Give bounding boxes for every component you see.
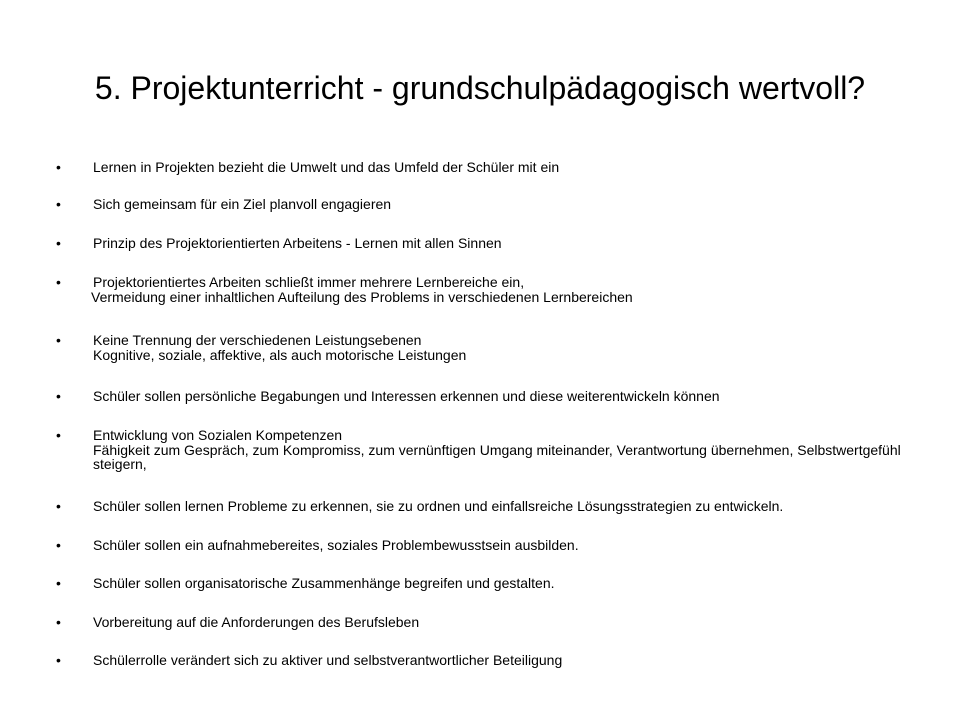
- bullet-item: [56, 197, 916, 212]
- bullet-marker: •: [56, 537, 61, 553]
- bullet-text: Prinzip des Projektorientierten Arbeitens - Lernen mit allen Sinnen: [93, 235, 502, 251]
- bullet-text: Entwicklung von Sozialen Kompetenzen: [93, 427, 343, 443]
- bullet-item: [56, 653, 916, 668]
- bullet-subtext: Fähigkeit zum Gespräch, zum Kompromiss, zum vernünftigen Umgang miteinander, Verantwortung übernehmen, Selbstwertgefühl steigern,: [93, 442, 901, 472]
- bullet-text: Schülerrolle verändert sich zu aktiver und selbstverantwortlicher Beteiligung: [93, 652, 563, 668]
- bullet-text: Lernen in Projekten bezieht die Umwelt und das Umfeld der Schüler mit ein: [93, 159, 560, 175]
- bullet-marker: •: [56, 427, 61, 443]
- bullet-marker: •: [56, 235, 61, 251]
- bullet-item: [56, 275, 916, 305]
- bullet-text: Schüler sollen persönliche Begabungen und Interessen erkennen und diese weiterentwickeln können: [93, 388, 720, 404]
- bullet-marker: •: [56, 196, 61, 212]
- bullet-text: Sich gemeinsam für ein Ziel planvoll engagieren: [93, 196, 392, 212]
- bullet-marker: •: [56, 274, 61, 290]
- bullet-text: Vorbereitung auf die Anforderungen des Berufsleben: [93, 614, 420, 630]
- bullet-text: Keine Trennung der verschiedenen Leistungsebenen: [93, 332, 422, 348]
- bullet-marker: •: [56, 614, 61, 630]
- bullet-text: Schüler sollen ein aufnahmebereites, soziales Problembewusstsein ausbilden.: [93, 537, 579, 553]
- bullet-marker: •: [56, 498, 61, 514]
- bullet-item: [56, 428, 916, 471]
- bullet-item: [56, 615, 916, 630]
- bullet-item: [56, 160, 916, 175]
- bullet-marker: •: [56, 388, 61, 404]
- bullet-item: [56, 333, 916, 363]
- bullet-item: [56, 389, 916, 404]
- bullet-subtext: Vermeidung einer inhaltlichen Aufteilung des Problems in verschiedenen Lernbereichen: [91, 289, 633, 305]
- bullet-text: Schüler sollen lernen Probleme zu erkennen, sie zu ordnen und einfallsreiche Lösungsstrategien zu entwickeln.: [93, 498, 784, 514]
- bullet-marker: •: [56, 652, 61, 668]
- bullet-subtext: Kognitive, soziale, affektive, als auch motorische Leistungen: [93, 347, 467, 363]
- bullet-text: Projektorientiertes Arbeiten schließt immer mehrere Lernbereiche ein,: [93, 274, 525, 290]
- bullet-marker: •: [56, 575, 61, 591]
- bullet-item: [56, 499, 916, 514]
- bullet-text: Schüler sollen organisatorische Zusammenhänge begreifen und gestalten.: [93, 575, 555, 591]
- bullet-item: [56, 236, 916, 251]
- bullet-marker: •: [56, 332, 61, 348]
- bullet-marker: •: [56, 159, 61, 175]
- bullet-item: [56, 538, 916, 553]
- slide-title: 5. Projektunterricht - grundschulpädagogisch wertvoll?: [94, 70, 866, 106]
- bullet-item: [56, 576, 916, 591]
